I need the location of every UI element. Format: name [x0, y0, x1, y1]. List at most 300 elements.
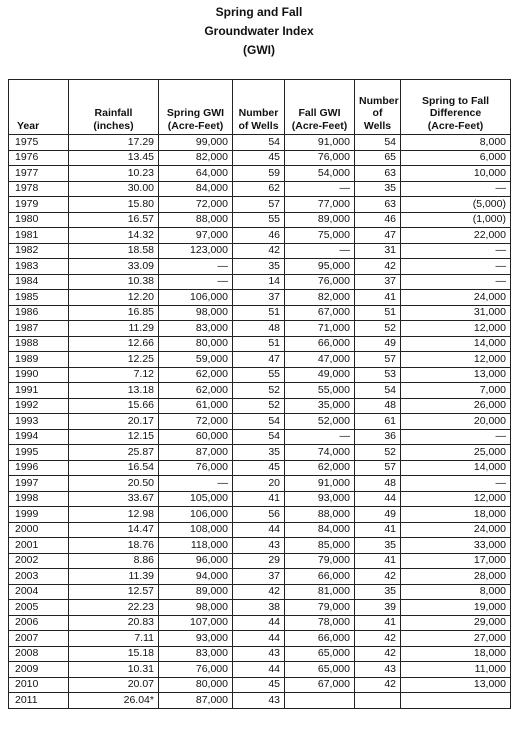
cell-fall-gwi: 66,000: [285, 336, 355, 352]
cell-spring-wells: 48: [233, 321, 285, 337]
cell-spring-wells: 42: [233, 584, 285, 600]
cell-rainfall: 14.47: [69, 522, 159, 538]
cell-spring-wells: 43: [233, 646, 285, 662]
cell-difference: 12,000: [401, 352, 511, 368]
table-row: [9, 460, 511, 476]
cell-year: 1979: [9, 197, 69, 213]
cell-fall-gwi: 66,000: [285, 569, 355, 585]
cell-fall-wells: 48: [355, 398, 401, 414]
cell-fall-gwi: 81,000: [285, 584, 355, 600]
table-row: [9, 398, 511, 414]
cell-difference: 25,000: [401, 445, 511, 461]
cell-fall-gwi: —: [285, 243, 355, 259]
cell-fall-gwi: —: [285, 429, 355, 445]
cell-difference: —: [401, 274, 511, 290]
table-row: [9, 336, 511, 352]
cell-spring-wells: 29: [233, 553, 285, 569]
header-fall-line-1: Fall GWI: [298, 107, 341, 119]
cell-spring-wells: 35: [233, 445, 285, 461]
cell-spring-wells: 57: [233, 197, 285, 213]
cell-spring-gwi: 72,000: [159, 414, 233, 430]
header-fall-gwi: [285, 80, 355, 135]
cell-rainfall: 12.57: [69, 584, 159, 600]
cell-fall-wells: 52: [355, 445, 401, 461]
header-difference: [401, 80, 511, 135]
cell-fall-wells: 54: [355, 383, 401, 399]
header-fall-line-2: (Acre-Feet): [291, 119, 348, 132]
cell-difference: 12,000: [401, 321, 511, 337]
cell-spring-wells: 37: [233, 569, 285, 585]
cell-difference: 13,000: [401, 677, 511, 693]
cell-year: 2009: [9, 662, 69, 678]
cell-difference: 29,000: [401, 615, 511, 631]
gwi-table: [8, 79, 511, 709]
cell-spring-gwi: 72,000: [159, 197, 233, 213]
cell-spring-gwi: 62,000: [159, 383, 233, 399]
title-line-3: (GWI): [243, 43, 275, 57]
cell-rainfall: 10.23: [69, 166, 159, 182]
cell-spring-wells: 14: [233, 274, 285, 290]
cell-rainfall: 16.54: [69, 460, 159, 476]
cell-spring-wells: 54: [233, 135, 285, 151]
table-row: [9, 135, 511, 151]
cell-year: 1989: [9, 352, 69, 368]
table-row: [9, 646, 511, 662]
cell-spring-wells: 45: [233, 150, 285, 166]
cell-fall-wells: 51: [355, 305, 401, 321]
cell-year: 1992: [9, 398, 69, 414]
cell-year: 2004: [9, 584, 69, 600]
cell-year: 1976: [9, 150, 69, 166]
cell-difference: —: [401, 243, 511, 259]
title-line-1: Spring and Fall: [215, 5, 303, 19]
cell-rainfall: 18.58: [69, 243, 159, 259]
cell-fall-wells: 63: [355, 166, 401, 182]
cell-spring-wells: 45: [233, 460, 285, 476]
cell-fall-gwi: 91,000: [285, 135, 355, 151]
cell-fall-gwi: 88,000: [285, 507, 355, 523]
cell-rainfall: 15.18: [69, 646, 159, 662]
cell-spring-gwi: 108,000: [159, 522, 233, 538]
cell-spring-gwi: 80,000: [159, 677, 233, 693]
cell-year: 1986: [9, 305, 69, 321]
cell-fall-wells: 44: [355, 491, 401, 507]
cell-rainfall: 12.20: [69, 290, 159, 306]
cell-year: 1982: [9, 243, 69, 259]
cell-difference: 14,000: [401, 336, 511, 352]
cell-rainfall: 17.29: [69, 135, 159, 151]
cell-rainfall: 10.38: [69, 274, 159, 290]
cell-year: 2006: [9, 615, 69, 631]
cell-fall-gwi: 66,000: [285, 631, 355, 647]
header-spring-gwi: [159, 80, 233, 135]
cell-fall-wells: 37: [355, 274, 401, 290]
cell-difference: 26,000: [401, 398, 511, 414]
cell-spring-gwi: 82,000: [159, 150, 233, 166]
cell-difference: 12,000: [401, 491, 511, 507]
cell-year: 1981: [9, 228, 69, 244]
cell-rainfall: 20.83: [69, 615, 159, 631]
cell-spring-wells: 37: [233, 290, 285, 306]
header-spring-wells: [233, 80, 285, 135]
cell-difference: —: [401, 476, 511, 492]
cell-rainfall: 8.86: [69, 553, 159, 569]
cell-year: 1998: [9, 491, 69, 507]
cell-year: 2000: [9, 522, 69, 538]
header-spring-wells-line-2: of Wells: [238, 119, 279, 132]
cell-fall-gwi: 65,000: [285, 662, 355, 678]
cell-difference: [401, 693, 511, 709]
cell-difference: —: [401, 259, 511, 275]
cell-fall-gwi: 52,000: [285, 414, 355, 430]
cell-rainfall: 15.66: [69, 398, 159, 414]
cell-year: 1995: [9, 445, 69, 461]
header-spring-line-1: Spring GWI: [166, 107, 225, 119]
cell-rainfall: 16.57: [69, 212, 159, 228]
cell-rainfall: 12.98: [69, 507, 159, 523]
cell-difference: 18,000: [401, 646, 511, 662]
cell-spring-gwi: 80,000: [159, 336, 233, 352]
cell-spring-gwi: —: [159, 476, 233, 492]
table-row: [9, 166, 511, 182]
cell-spring-gwi: 84,000: [159, 181, 233, 197]
cell-fall-wells: 46: [355, 212, 401, 228]
cell-year: 2007: [9, 631, 69, 647]
cell-spring-gwi: 106,000: [159, 507, 233, 523]
cell-fall-gwi: 85,000: [285, 538, 355, 554]
header-fall-wells-line-1: Number: [359, 94, 399, 107]
cell-spring-wells: 44: [233, 615, 285, 631]
header-fall-wells: [355, 80, 401, 135]
table-row: [9, 677, 511, 693]
cell-spring-wells: 42: [233, 243, 285, 259]
cell-fall-wells: 35: [355, 584, 401, 600]
table-row: [9, 662, 511, 678]
table-row: [9, 243, 511, 259]
table-row: [9, 476, 511, 492]
table-row: [9, 615, 511, 631]
cell-spring-gwi: 89,000: [159, 584, 233, 600]
cell-spring-gwi: 98,000: [159, 600, 233, 616]
cell-spring-wells: 43: [233, 693, 285, 709]
cell-spring-gwi: 97,000: [159, 228, 233, 244]
header-fall-wells-line-2: of Wells: [363, 107, 392, 132]
cell-year: 1996: [9, 460, 69, 476]
table-row: [9, 197, 511, 213]
cell-difference: 24,000: [401, 522, 511, 538]
cell-rainfall: 12.66: [69, 336, 159, 352]
cell-spring-wells: 38: [233, 600, 285, 616]
cell-year: 1977: [9, 166, 69, 182]
cell-spring-gwi: 123,000: [159, 243, 233, 259]
header-diff-line-2: Difference: [429, 107, 482, 119]
cell-fall-wells: 63: [355, 197, 401, 213]
cell-spring-gwi: 62,000: [159, 367, 233, 383]
table-row: [9, 538, 511, 554]
cell-spring-wells: 43: [233, 538, 285, 554]
cell-fall-gwi: 91,000: [285, 476, 355, 492]
cell-year: 1991: [9, 383, 69, 399]
table-row: [9, 181, 511, 197]
cell-fall-wells: 65: [355, 150, 401, 166]
table-row: [9, 150, 511, 166]
cell-difference: 8,000: [401, 584, 511, 600]
cell-year: 1975: [9, 135, 69, 151]
cell-difference: 11,000: [401, 662, 511, 678]
cell-fall-wells: 31: [355, 243, 401, 259]
cell-difference: 7,000: [401, 383, 511, 399]
header-spring-wells-line-1: Number: [238, 107, 279, 119]
cell-fall-gwi: 79,000: [285, 553, 355, 569]
cell-spring-wells: 55: [233, 367, 285, 383]
cell-fall-gwi: 76,000: [285, 150, 355, 166]
cell-fall-wells: 61: [355, 414, 401, 430]
cell-difference: 17,000: [401, 553, 511, 569]
cell-fall-wells: 41: [355, 290, 401, 306]
cell-year: 2008: [9, 646, 69, 662]
cell-spring-gwi: 87,000: [159, 445, 233, 461]
cell-spring-wells: 52: [233, 398, 285, 414]
cell-spring-wells: 51: [233, 305, 285, 321]
cell-spring-wells: 45: [233, 677, 285, 693]
cell-fall-gwi: 89,000: [285, 212, 355, 228]
cell-fall-wells: 42: [355, 569, 401, 585]
cell-spring-gwi: 88,000: [159, 212, 233, 228]
cell-spring-gwi: 59,000: [159, 352, 233, 368]
cell-fall-gwi: 71,000: [285, 321, 355, 337]
cell-difference: (1,000): [401, 212, 511, 228]
cell-spring-wells: 46: [233, 228, 285, 244]
cell-rainfall: 12.25: [69, 352, 159, 368]
cell-fall-gwi: 55,000: [285, 383, 355, 399]
cell-spring-wells: 20: [233, 476, 285, 492]
cell-rainfall: 20.07: [69, 677, 159, 693]
cell-year: 2010: [9, 677, 69, 693]
cell-fall-wells: 35: [355, 538, 401, 554]
cell-fall-gwi: 77,000: [285, 197, 355, 213]
cell-spring-gwi: 60,000: [159, 429, 233, 445]
cell-fall-wells: 41: [355, 615, 401, 631]
cell-year: 2005: [9, 600, 69, 616]
cell-rainfall: 33.09: [69, 259, 159, 275]
cell-fall-gwi: 75,000: [285, 228, 355, 244]
cell-rainfall: 7.12: [69, 367, 159, 383]
cell-rainfall: 16.85: [69, 305, 159, 321]
cell-rainfall: 10.31: [69, 662, 159, 678]
table-row: [9, 553, 511, 569]
header-diff-line-1: Spring to Fall: [421, 94, 490, 107]
cell-spring-gwi: 106,000: [159, 290, 233, 306]
table-row: [9, 414, 511, 430]
cell-spring-wells: 56: [233, 507, 285, 523]
cell-rainfall: 33.67: [69, 491, 159, 507]
table-body: [9, 135, 511, 709]
cell-fall-wells: 36: [355, 429, 401, 445]
cell-fall-gwi: 62,000: [285, 460, 355, 476]
cell-fall-gwi: 76,000: [285, 274, 355, 290]
cell-year: 2002: [9, 553, 69, 569]
cell-difference: (5,000): [401, 197, 511, 213]
cell-fall-gwi: 49,000: [285, 367, 355, 383]
cell-year: 1990: [9, 367, 69, 383]
cell-spring-gwi: —: [159, 259, 233, 275]
cell-spring-gwi: 105,000: [159, 491, 233, 507]
cell-spring-wells: 54: [233, 414, 285, 430]
cell-rainfall: 26.04*: [69, 693, 159, 709]
cell-fall-gwi: 35,000: [285, 398, 355, 414]
cell-difference: —: [401, 429, 511, 445]
cell-spring-gwi: 61,000: [159, 398, 233, 414]
cell-rainfall: 11.39: [69, 569, 159, 585]
cell-year: 1997: [9, 476, 69, 492]
header-diff-line-3: (Acre-Feet): [427, 119, 484, 132]
header-spring-line-2: (Acre-Feet): [167, 119, 224, 132]
header-year: [9, 80, 69, 135]
cell-difference: 8,000: [401, 135, 511, 151]
cell-fall-wells: 41: [355, 522, 401, 538]
cell-spring-wells: 54: [233, 429, 285, 445]
cell-spring-gwi: 98,000: [159, 305, 233, 321]
cell-rainfall: 7.11: [69, 631, 159, 647]
table-row: [9, 290, 511, 306]
cell-fall-wells: 52: [355, 321, 401, 337]
cell-difference: 20,000: [401, 414, 511, 430]
cell-spring-wells: 44: [233, 631, 285, 647]
cell-fall-gwi: 74,000: [285, 445, 355, 461]
cell-fall-wells: 42: [355, 677, 401, 693]
cell-spring-gwi: 99,000: [159, 135, 233, 151]
cell-difference: 19,000: [401, 600, 511, 616]
table-row: [9, 522, 511, 538]
cell-rainfall: 18.76: [69, 538, 159, 554]
cell-fall-wells: [355, 693, 401, 709]
cell-year: 1984: [9, 274, 69, 290]
cell-fall-gwi: 67,000: [285, 305, 355, 321]
cell-rainfall: 13.45: [69, 150, 159, 166]
title-line-2: Groundwater Index: [204, 24, 314, 38]
cell-rainfall: 22.23: [69, 600, 159, 616]
cell-fall-wells: 41: [355, 553, 401, 569]
cell-fall-gwi: 47,000: [285, 352, 355, 368]
cell-rainfall: 20.17: [69, 414, 159, 430]
cell-spring-gwi: 76,000: [159, 662, 233, 678]
cell-year: 1978: [9, 181, 69, 197]
table-row: [9, 274, 511, 290]
cell-rainfall: 15.80: [69, 197, 159, 213]
table-row: [9, 584, 511, 600]
cell-difference: 6,000: [401, 150, 511, 166]
cell-fall-gwi: 65,000: [285, 646, 355, 662]
cell-fall-gwi: 93,000: [285, 491, 355, 507]
cell-year: 1983: [9, 259, 69, 275]
cell-difference: 31,000: [401, 305, 511, 321]
cell-year: 1985: [9, 290, 69, 306]
table-row: [9, 383, 511, 399]
cell-rainfall: 30.00: [69, 181, 159, 197]
table-row: [9, 321, 511, 337]
cell-spring-gwi: 64,000: [159, 166, 233, 182]
cell-rainfall: 14.32: [69, 228, 159, 244]
cell-spring-wells: 44: [233, 522, 285, 538]
cell-fall-wells: 54: [355, 135, 401, 151]
cell-difference: 33,000: [401, 538, 511, 554]
table-row: [9, 352, 511, 368]
cell-year: 1980: [9, 212, 69, 228]
cell-spring-wells: 35: [233, 259, 285, 275]
table-row: [9, 228, 511, 244]
cell-spring-wells: 47: [233, 352, 285, 368]
cell-spring-gwi: 107,000: [159, 615, 233, 631]
page-title: [0, 0, 518, 74]
cell-difference: 13,000: [401, 367, 511, 383]
cell-fall-gwi: 54,000: [285, 166, 355, 182]
table-row: [9, 445, 511, 461]
cell-fall-wells: 35: [355, 181, 401, 197]
cell-fall-gwi: [285, 693, 355, 709]
cell-spring-gwi: 118,000: [159, 538, 233, 554]
table-row: [9, 569, 511, 585]
cell-fall-wells: 42: [355, 631, 401, 647]
cell-spring-gwi: —: [159, 274, 233, 290]
table-row: [9, 491, 511, 507]
cell-spring-wells: 41: [233, 491, 285, 507]
cell-fall-wells: 43: [355, 662, 401, 678]
cell-year: 2011: [9, 693, 69, 709]
cell-year: 1993: [9, 414, 69, 430]
cell-fall-wells: 49: [355, 336, 401, 352]
cell-fall-gwi: —: [285, 181, 355, 197]
cell-spring-gwi: 94,000: [159, 569, 233, 585]
cell-year: 2001: [9, 538, 69, 554]
cell-spring-gwi: 93,000: [159, 631, 233, 647]
cell-fall-wells: 57: [355, 460, 401, 476]
header-rainfall-line-1: Rainfall: [94, 107, 133, 119]
cell-spring-gwi: 76,000: [159, 460, 233, 476]
cell-fall-wells: 57: [355, 352, 401, 368]
table-row: [9, 259, 511, 275]
cell-spring-gwi: 83,000: [159, 321, 233, 337]
table-header: [9, 80, 511, 135]
cell-fall-gwi: 95,000: [285, 259, 355, 275]
cell-spring-gwi: 96,000: [159, 553, 233, 569]
cell-year: 2003: [9, 569, 69, 585]
cell-difference: —: [401, 181, 511, 197]
cell-difference: 10,000: [401, 166, 511, 182]
cell-difference: 28,000: [401, 569, 511, 585]
table-row: [9, 367, 511, 383]
table-row: [9, 305, 511, 321]
cell-fall-wells: 47: [355, 228, 401, 244]
cell-difference: 24,000: [401, 290, 511, 306]
table-row: [9, 600, 511, 616]
cell-spring-wells: 62: [233, 181, 285, 197]
table-row: [9, 429, 511, 445]
cell-spring-gwi: 83,000: [159, 646, 233, 662]
cell-fall-gwi: 78,000: [285, 615, 355, 631]
cell-spring-wells: 51: [233, 336, 285, 352]
cell-year: 1987: [9, 321, 69, 337]
cell-year: 1994: [9, 429, 69, 445]
cell-fall-wells: 39: [355, 600, 401, 616]
cell-fall-wells: 49: [355, 507, 401, 523]
table-row: [9, 212, 511, 228]
table-row: [9, 631, 511, 647]
cell-difference: 14,000: [401, 460, 511, 476]
table-row: [9, 507, 511, 523]
cell-fall-gwi: 82,000: [285, 290, 355, 306]
cell-fall-gwi: 79,000: [285, 600, 355, 616]
cell-difference: 22,000: [401, 228, 511, 244]
